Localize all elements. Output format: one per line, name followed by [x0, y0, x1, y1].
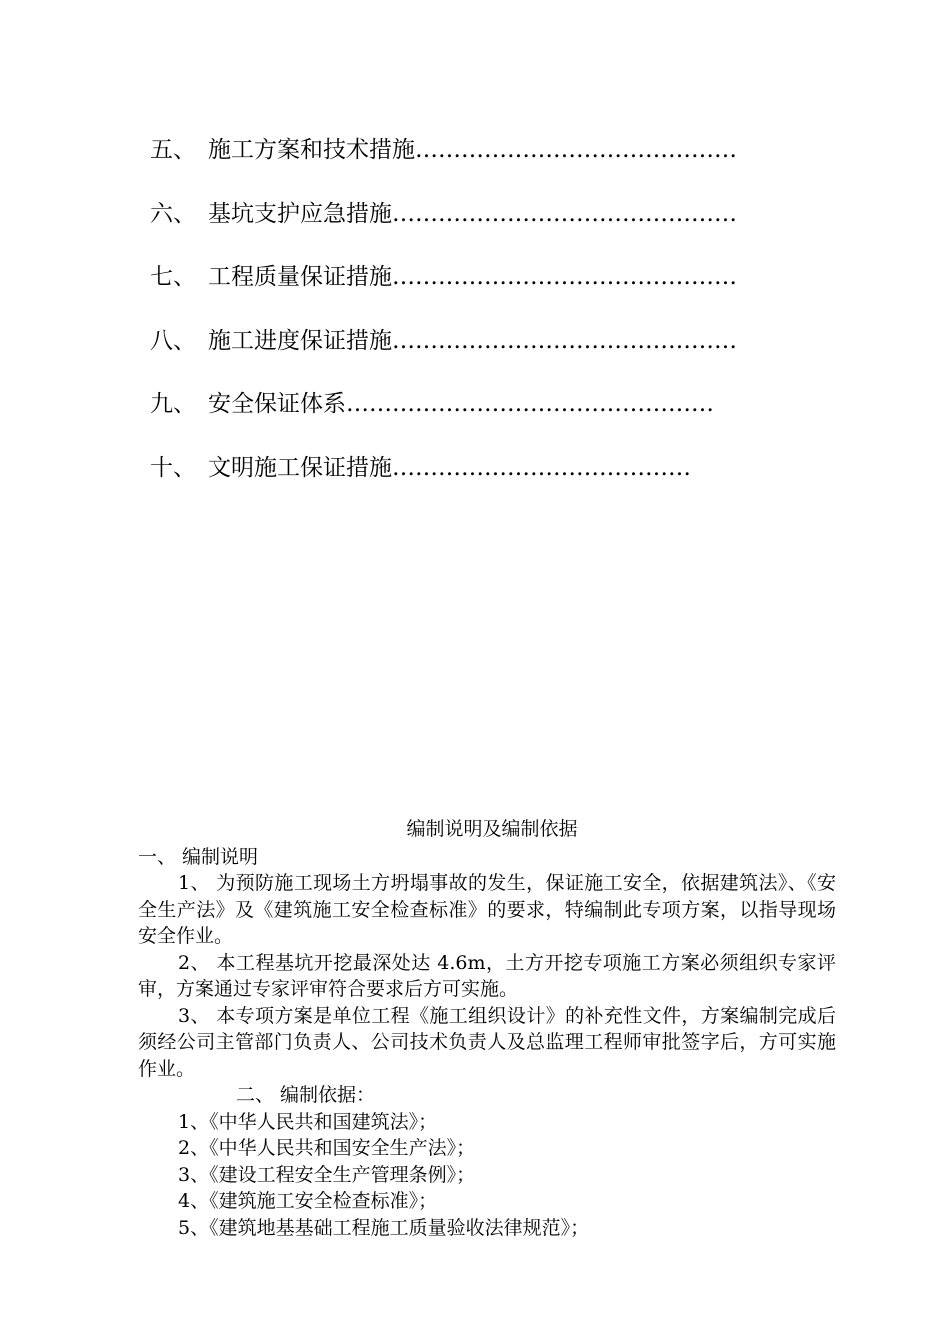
- toc-number: 十、: [150, 454, 196, 481]
- table-of-contents: [150, 128, 830, 509]
- paragraph: 2、 本工程基坑开挖最深处达 4.6m，土方开挖专项施工方案必须组织专家评审，方案通过专家评审符合要求后方可实施。: [138, 951, 836, 1000]
- list-item: 2、《中华人民共和国安全生产法》；: [178, 1137, 476, 1159]
- toc-entry-7: [150, 255, 830, 319]
- paragraph: 3、 本专项方案是单位工程《施工组织设计》的补充性文件，方案编制完成后须经公司主管部门负责人、公司技术负责人及总监理工程师审批签字后，方可实施作业。: [138, 1004, 836, 1080]
- toc-entry-6: [150, 192, 830, 256]
- toc-title: 工程质量保证措施: [208, 264, 392, 290]
- toc-leader: …………………………………………: [346, 391, 714, 417]
- toc-leader: ………………………………………: [392, 200, 737, 227]
- toc-leader: …………………………………: [392, 454, 691, 481]
- toc-number: 五、: [150, 137, 196, 163]
- page-title: 编制说明及编制依据: [406, 818, 578, 840]
- toc-title: 施工方案和技术措施: [208, 137, 415, 163]
- list-item: 4、《建筑施工安全检查标准》；: [178, 1190, 438, 1212]
- section-heading-preparation-notes: 一、 编制说明: [138, 845, 259, 868]
- paragraph: 1、 为预防施工现场土方坍塌事故的发生，保证施工安全，依据建筑法》、《安全生产法》及《建筑施工安全检查标准》的要求，特编制此专项方案，以指导现场安全作业。: [138, 872, 836, 947]
- toc-leader: ……………………………………: [415, 137, 737, 163]
- toc-number: 六、: [150, 200, 196, 227]
- toc-leader: ………………………………………: [392, 264, 737, 290]
- toc-number: 九、: [150, 391, 196, 417]
- toc-number: 七、: [150, 264, 196, 290]
- list-item: 5、《建筑地基基础工程施工质量验收法律规范》；: [178, 1216, 590, 1239]
- toc-number: 八、: [150, 327, 196, 354]
- list-item: 1、《中华人民共和国建筑法》；: [178, 1110, 438, 1133]
- toc-title: 基坑支护应急措施: [208, 200, 392, 227]
- document-body: [138, 816, 836, 1241]
- section-heading-basis: 二、 编制依据：: [236, 1084, 376, 1106]
- toc-leader: ………………………………………: [392, 327, 737, 354]
- toc-title: 文明施工保证措施: [208, 454, 392, 481]
- toc-title: 安全保证体系: [208, 391, 346, 417]
- toc-entry-8: [150, 319, 830, 383]
- toc-title: 施工进度保证措施: [208, 327, 392, 354]
- list-item: 3、《建设工程安全生产管理条例》；: [178, 1163, 476, 1186]
- toc-entry-10: [150, 446, 830, 510]
- toc-entry-5: [150, 128, 830, 192]
- toc-entry-9: [150, 382, 830, 446]
